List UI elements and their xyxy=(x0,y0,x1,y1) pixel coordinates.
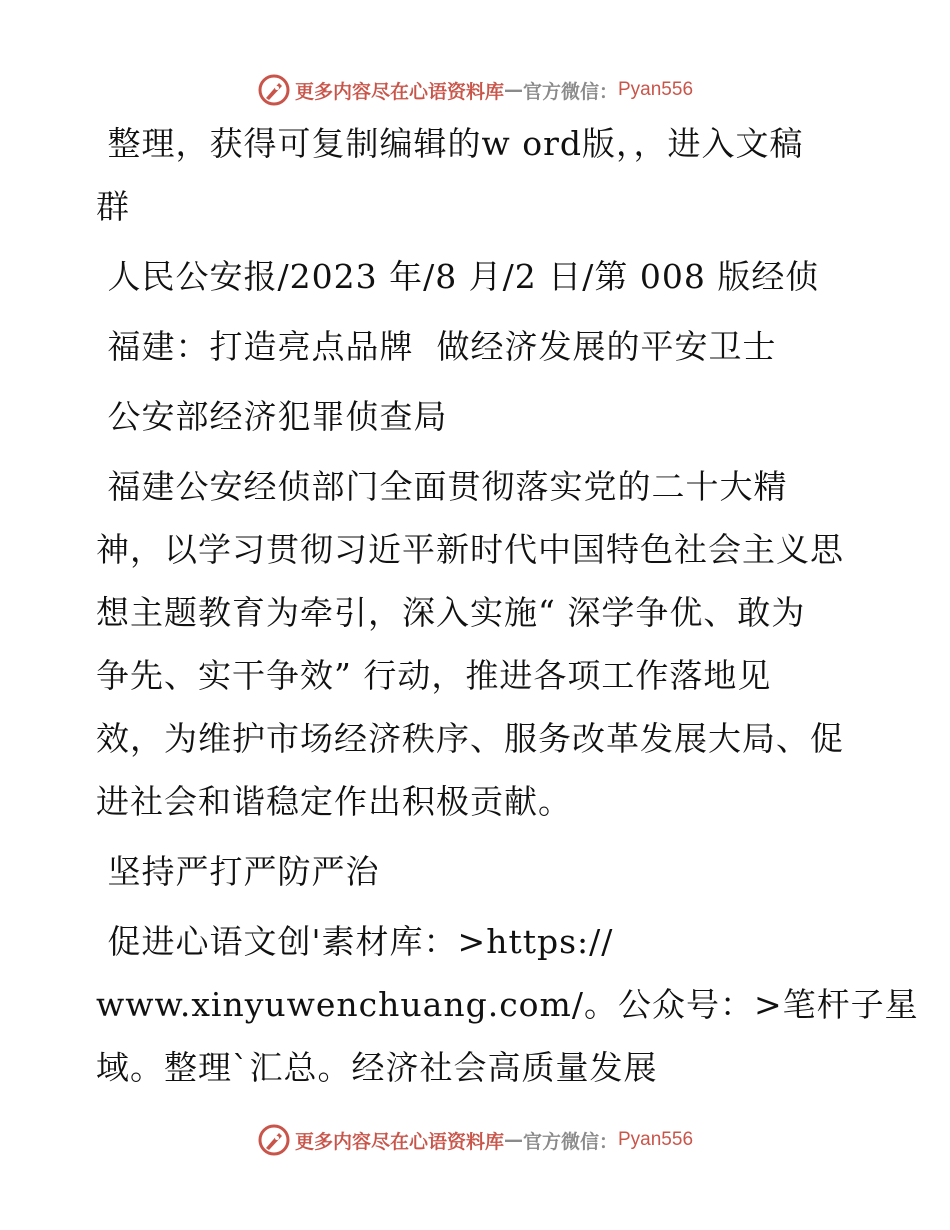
doc-line-11: 进社会和谐稳定作出积极贡献。 xyxy=(96,782,572,821)
doc-line-13: 促进心语文创'素材库：>https:// xyxy=(96,922,614,961)
doc-line-9: 争先、实干争效” 行动，推进各项工作落地见 xyxy=(96,656,772,695)
doc-line-3: 人民公安报/2023 年/8 月/2 日/第 008 版经侦 xyxy=(96,257,820,296)
doc-line-15: 域。整理`汇总。经济社会高质量发展 xyxy=(96,1048,658,1087)
doc-line-7: 神，以学习贯彻习近平新时代中国特色社会主义思 xyxy=(96,530,844,569)
watermark-site-text: 更多内容尽在心语资料库 xyxy=(294,80,504,103)
doc-line-12: 坚持严打严防严治 xyxy=(96,852,380,891)
doc-line-5: 公安部经济犯罪侦查局 xyxy=(96,397,448,436)
header-watermark-banner xyxy=(0,70,950,110)
doc-line-4: 福建：打造亮点品牌 做经济发展的平安卫士 xyxy=(96,327,777,366)
document-body xyxy=(96,112,919,1099)
watermark-official-text: 官方微信： xyxy=(522,80,618,103)
doc-line-8: 想主题教育为牵引，深入实施“ 深学争优、敢为 xyxy=(96,593,806,632)
pen-nib-circle-icon xyxy=(257,73,291,107)
pen-nib-circle-icon xyxy=(257,1123,291,1157)
watermark-wechat-id: Pyan556 xyxy=(618,79,694,100)
watermark-official-text: 官方微信： xyxy=(522,1130,618,1153)
doc-line-10: 效，为维护市场经济秩序、服务改革发展大局、促 xyxy=(96,719,844,758)
footer-watermark-banner xyxy=(0,1120,950,1160)
watermark-separator: — xyxy=(503,79,523,101)
watermark-wechat-id: Pyan556 xyxy=(618,1129,694,1150)
watermark-site-text: 更多内容尽在心语资料库 xyxy=(294,1130,504,1153)
watermark-separator: — xyxy=(503,1129,523,1151)
doc-line-1: 整理，获得可复制编辑的w ord版，，进入文稿 xyxy=(96,124,804,163)
doc-line-6: 福建公安经侦部门全面贯彻落实党的二十大精 xyxy=(96,467,788,506)
doc-line-14: www.xinyuwenchuang.com/。公众号：>笔杆子星 xyxy=(96,985,919,1024)
doc-line-2: 群 xyxy=(96,187,130,226)
